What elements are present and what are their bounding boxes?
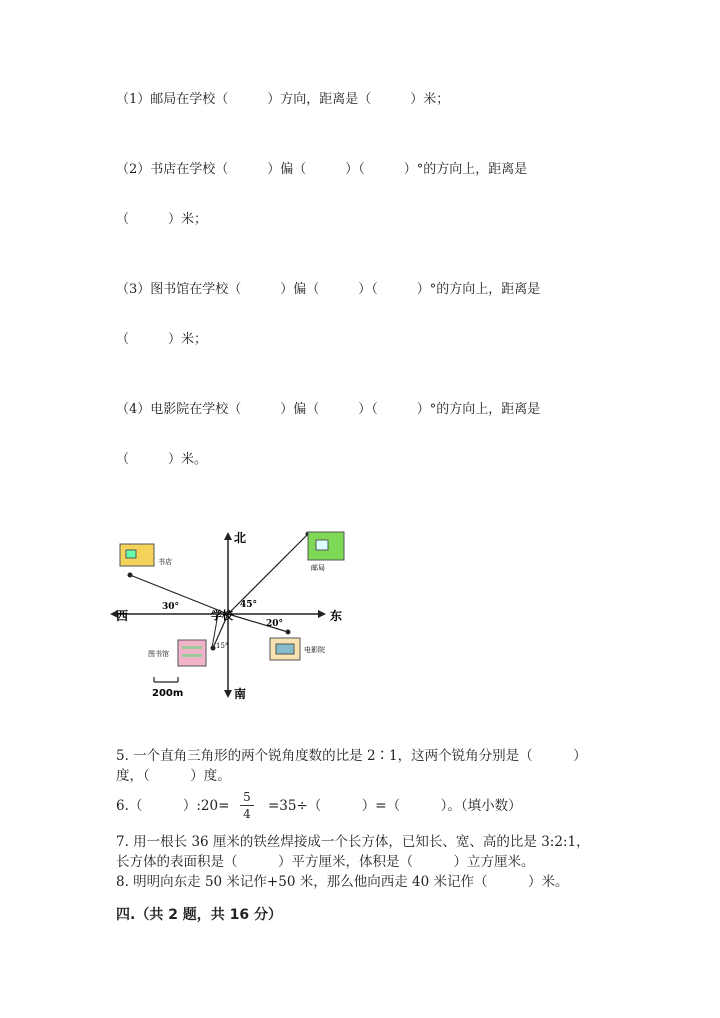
school-label: 学校	[211, 609, 233, 622]
post-office-label: 邮局	[311, 564, 325, 572]
angle-west-label: 30°	[162, 602, 180, 612]
post-office-building	[308, 532, 344, 560]
question-line-2b: （ ）米；	[116, 212, 208, 227]
question-line-1: （1）邮局在学校（ ）方向，距离是（ ）米；	[116, 92, 450, 107]
question-6-part-1: 6.（ ）:20=	[116, 798, 230, 814]
cinema-label: 电影院	[304, 646, 325, 654]
west-label: 西	[116, 609, 129, 623]
bookstore-label: 书店	[158, 558, 172, 566]
question-line-3: （3）图书馆在学校（ ）偏（ ）（ ）°的方向上，距离是	[116, 282, 541, 297]
question-6-part-2: =35÷（ ）=（ ）。（填小数）	[268, 798, 522, 814]
library-label: 图书馆	[148, 650, 169, 658]
question-7-line-1: 7. 用一根长 36 厘米的铁丝焊接成一个长方体，已知长、宽、高的比是 3:2:1，	[116, 834, 590, 850]
angle-northeast-label: 45°	[240, 600, 258, 610]
question-5-line-2: 度，（ ）度。	[116, 768, 231, 784]
angle-south-label: 15°	[216, 642, 229, 650]
fraction-numerator: 5	[243, 790, 251, 804]
question-5-line-1: 5. 一个直角三角形的两个锐角度数的比是 2∶1，这两个锐角分别是（ ）	[116, 748, 587, 764]
library-building	[178, 640, 206, 666]
cinema-building	[270, 638, 300, 660]
question-line-4b: （ ）米。	[116, 452, 208, 467]
direction-map	[108, 520, 368, 710]
south-label: 南	[234, 687, 247, 701]
bookstore-building	[120, 544, 154, 566]
question-8: 8. 明明向东走 50 米记作+50 米，那么他向西走 40 米记作（ ）米。	[116, 874, 569, 890]
question-line-4: （4）电影院在学校（ ）偏（ ）（ ）°的方向上，距离是	[116, 402, 541, 417]
question-line-2: （2）书店在学校（ ）偏（ ）（ ）°的方向上，距离是	[116, 162, 528, 177]
section-heading: 四.（共 2 题，共 16 分）	[116, 907, 283, 923]
fraction	[240, 790, 254, 821]
fraction-denominator: 4	[243, 807, 251, 821]
question-7-line-2: 长方体的表面积是（ ）平方厘米，体积是（ ）立方厘米。	[116, 854, 535, 870]
question-line-3b: （ ）米；	[116, 332, 208, 347]
north-label: 北	[234, 531, 247, 545]
scale-label: 200m	[152, 688, 184, 699]
east-label: 东	[330, 609, 343, 623]
angle-east-label: 20°	[266, 619, 284, 629]
